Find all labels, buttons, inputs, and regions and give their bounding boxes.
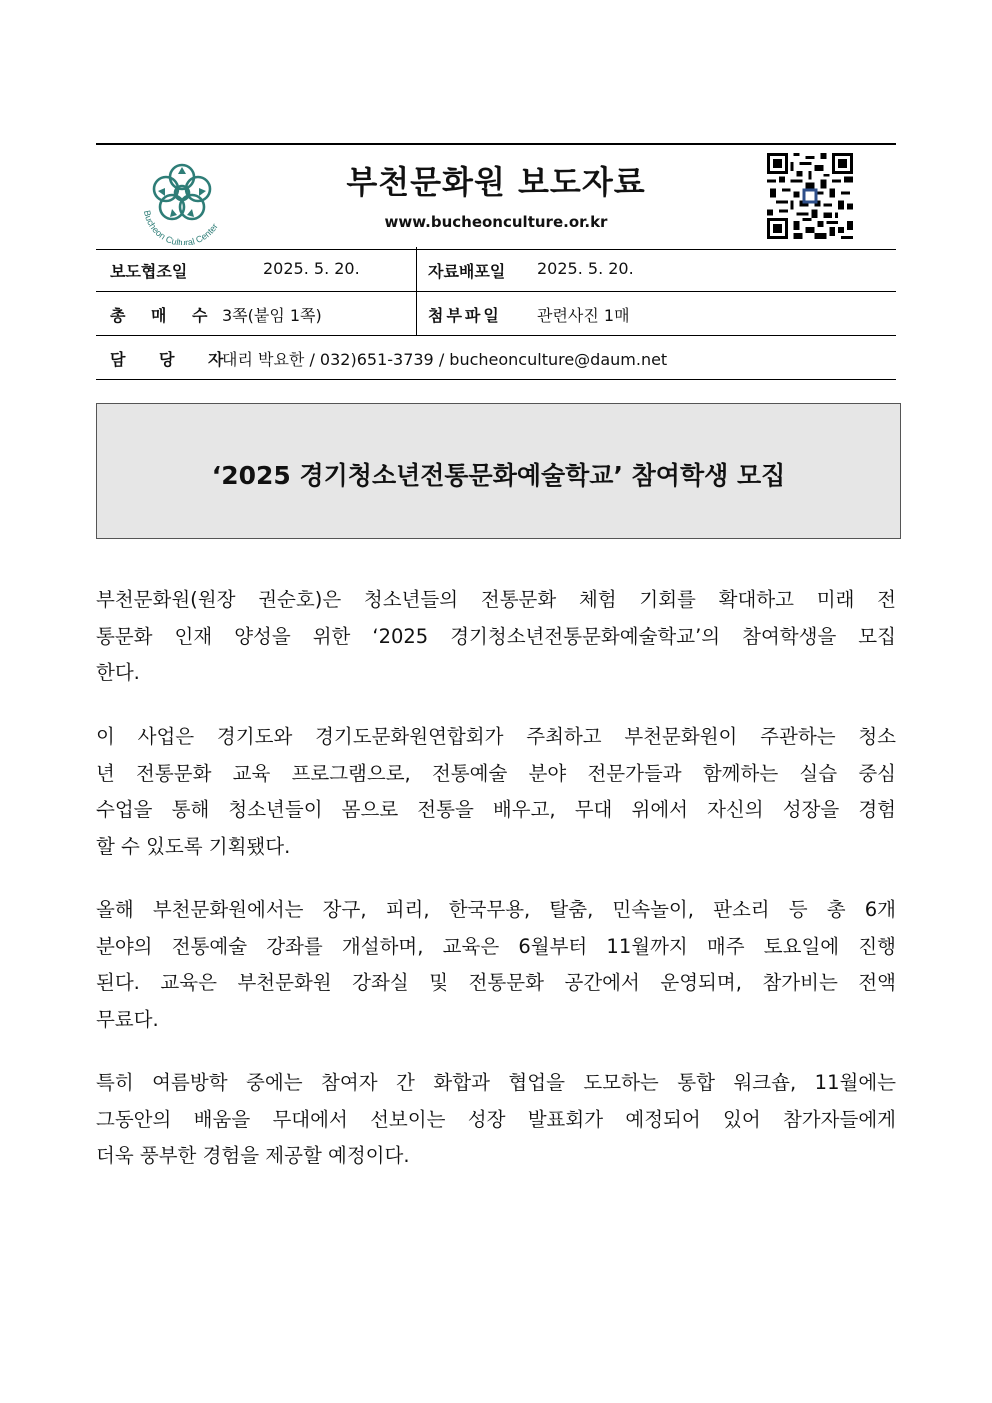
qr-code-icon[interactable] (767, 153, 853, 239)
info-row-pages (96, 291, 896, 336)
attachment-label: 첨부파일 (428, 306, 502, 325)
press-header (96, 143, 896, 250)
paragraph-line: 특히 여름방학 중에는 참여자 간 화합과 협업을 도모하는 통합 워크숍, 11월에는 (96, 1071, 896, 1094)
report-date-value: 2025. 5. 20. (263, 259, 360, 278)
release-date-value: 2025. 5. 20. (537, 259, 634, 278)
paragraph-line: 된다. 교육은 부천문화원 강좌실 및 전통문화 공간에서 운영되며, 참가비는 전액 (96, 971, 896, 994)
logo-text: Bucheon Cultural Center (141, 209, 220, 245)
pages-label: 총 매 수 (110, 306, 218, 325)
paragraph-line: 수업을 통해 청소년들이 몸으로 전통을 배우고, 무대 위에서 자신의 성장을 경험 (96, 798, 896, 821)
paragraph-line: 올해 부천문화원에서는 장구, 피리, 한국무용, 탈춤, 민속놀이, 판소리 등 총 6개 (96, 898, 896, 921)
paragraph-3 (96, 892, 896, 1038)
paragraph-line: 무료다. (96, 1007, 159, 1031)
paragraph-line: 할 수 있도록 기획됐다. (96, 834, 291, 858)
row-divider (416, 291, 417, 335)
attachment-value: 관련사진 1매 (537, 306, 630, 325)
report-date-label: 보도협조일 (110, 262, 188, 281)
info-row-dates (96, 247, 896, 292)
pages-value: 3쪽(붙임 1쪽) (222, 306, 322, 325)
website-url[interactable]: www.bucheonculture.or.kr (384, 213, 608, 231)
paragraph-1 (96, 582, 896, 692)
info-row-contact (96, 335, 896, 380)
paragraph-2 (96, 719, 896, 865)
paragraph-line: 통문화 인재 양성을 위한 ‘2025 경기청소년전통문화예술학교’의 참여학생을 모집 (96, 624, 896, 648)
paragraph-line: 더욱 풍부한 경험을 제공할 예정이다. (96, 1144, 410, 1167)
paragraph-4 (96, 1065, 896, 1175)
row-divider (416, 247, 417, 291)
paragraph-line: 분야의 전통예술 강좌를 개설하며, 교육은 6월부터 11월까지 매주 토요일에 진행 (96, 934, 896, 958)
paragraph-line: 부천문화원(원장 권순호)은 청소년들의 전통문화 체험 기회를 확대하고 미래 전 (96, 588, 896, 611)
release-date-label: 자료배포일 (428, 262, 506, 281)
paragraph-line: 한다. (96, 661, 140, 684)
paragraph-line: 년 전통문화 교육 프로그램으로, 전통예술 분야 전문가들과 함께하는 실습 중심 (96, 761, 896, 785)
contact-label: 담 당 자 (110, 350, 238, 369)
headline-box (96, 403, 901, 539)
headline-text: ‘2025 경기청소년전통문화예술학교’ 참여학생 모집 (211, 461, 786, 490)
paragraph-line: 그동안의 배움을 무대에서 선보이는 성장 발표회가 예정되어 있어 참가자들에게 (96, 1107, 896, 1131)
page-title: 부천문화원 보도자료 (346, 163, 646, 201)
paragraph-line: 이 사업은 경기도와 경기도문화원연합회가 주최하고 부천문화원이 주관하는 청소 (96, 725, 896, 748)
contact-value: 대리 박요한 / 032)651-3739 / bucheonculture@daum.net (222, 350, 668, 369)
